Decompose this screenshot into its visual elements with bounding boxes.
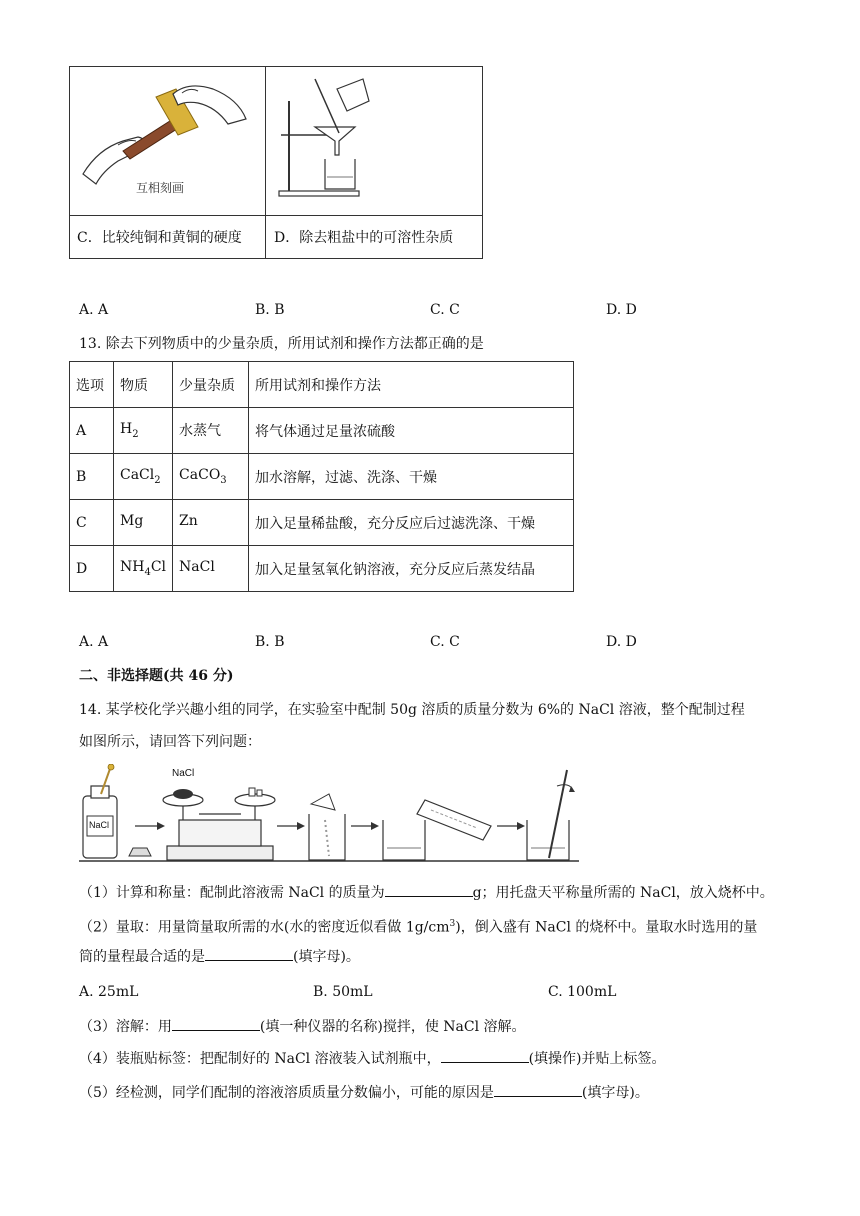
q14-stem-line1: 14. 某学校化学兴趣小组的同学，在实验室中配制 50g 溶质的质量分数为 6%的 NaCl 溶液，整个配制过程 — [79, 702, 745, 718]
q13-cell-method: 加水溶解，过滤、洗涤、干燥 — [249, 454, 574, 500]
q13-cell-substance: $NH_4Cl$ — [114, 546, 173, 592]
q14-part3: （3）溶解：用 (填一种仪器的名称)搅拌，使 NaCl 溶解。 — [79, 1016, 526, 1037]
q12-option-c[interactable]: C. C — [430, 302, 460, 318]
q13-cell-method: 加入足量稀盐酸，充分反应后过滤洗涤、干燥 — [249, 500, 574, 546]
table-row — [70, 546, 574, 592]
scratch-caption: 互相刻画 — [136, 181, 185, 195]
q13-header-substance: 物质 — [114, 362, 173, 408]
q14-stem-line2: 如图所示，请回答下列问题： — [79, 734, 261, 750]
q13-header-method: 所用试剂和操作方法 — [249, 362, 574, 408]
q14-part4: （4）装瓶贴标签：把配制好的 NaCl 溶液装入试剂瓶中， (填操作)并贴上标签。 — [79, 1048, 666, 1069]
q14-option-a[interactable]: A. 25mL — [79, 984, 139, 1000]
answer-blank-3[interactable] — [172, 1016, 260, 1031]
q13-cell-substance: $H_2$ — [114, 408, 173, 454]
q12-table — [69, 66, 483, 259]
table-row — [70, 408, 574, 454]
q12-option-d[interactable]: D. D — [606, 302, 637, 318]
table-row — [70, 500, 574, 546]
answer-blank-1[interactable] — [385, 882, 473, 897]
solution-preparation-figure — [79, 764, 579, 864]
q14-part5: （5）经检测，同学们配制的溶液溶质质量分数偏小，可能的原因是 (填字母)。 — [79, 1082, 649, 1103]
q12-option-a[interactable]: A. A — [79, 302, 109, 318]
figure-label-nacl-top: NaCl — [172, 768, 195, 779]
q13-cell-impurity: Zn — [173, 500, 249, 546]
q12-option-b[interactable]: B. B — [255, 302, 285, 318]
answer-blank-2[interactable] — [205, 946, 293, 961]
q13-cell-impurity: CaCO$_3$ — [173, 454, 249, 500]
cell-d-label: D．除去粗盐中的可溶性杂质 — [274, 230, 454, 246]
answer-blank-5[interactable] — [494, 1082, 582, 1097]
scratch-hardness-illustration — [78, 79, 248, 189]
answer-blank-4[interactable] — [441, 1048, 529, 1063]
q13-cell-substance: Mg — [114, 500, 173, 546]
q14-option-b[interactable]: B. 50mL — [313, 984, 373, 1000]
q13-cell-impurity: 水蒸气 — [173, 408, 249, 454]
q13-cell-substance: CaCl$_2$ — [114, 454, 173, 500]
q13-cell-method: 将气体通过足量浓硫酸 — [249, 408, 574, 454]
q13-header-impurity: 少量杂质 — [173, 362, 249, 408]
q13-cell-method: 加入足量氢氧化钠溶液，充分反应后蒸发结晶 — [249, 546, 574, 592]
q13-option-b[interactable]: B. B — [255, 634, 285, 650]
q13-stem: 13. 除去下列物质中的少量杂质，所用试剂和操作方法都正确的是 — [79, 336, 484, 352]
q13-cell-option: D — [70, 546, 114, 592]
q14-part2-line1: （2）量取：用量筒量取所需的水(水的密度近似看做 $1g/cm^3$)，倒入盛有 NaCl 的烧杯中。量取水时选用的量 — [79, 919, 758, 936]
q13-header-option: 选项 — [70, 362, 114, 408]
q13-option-a[interactable]: A. A — [79, 634, 109, 650]
q14-part2-line2: 筒的量程最合适的是 (填字母)。 — [79, 946, 360, 967]
q13-cell-impurity: NaCl — [173, 546, 249, 592]
q13-cell-option: C — [70, 500, 114, 546]
q13-table — [69, 361, 574, 592]
table-row — [70, 454, 574, 500]
q13-cell-option: B — [70, 454, 114, 500]
filtration-apparatus-illustration — [275, 73, 370, 203]
q13-cell-option: A — [70, 408, 114, 454]
q13-option-d[interactable]: D. D — [606, 634, 637, 650]
q14-option-c[interactable]: C. 100mL — [548, 984, 617, 1000]
figure-label-bottle: NaCl — [89, 820, 110, 830]
section-heading: 二、非选择题(共 46 分) — [79, 668, 234, 684]
q14-part1: （1）计算和称量：配制此溶液需 NaCl 的质量为 g；用托盘天平称量所需的 NaCl，放入烧杯中。 — [79, 882, 774, 903]
cell-c-label: C．比较纯铜和黄铜的硬度 — [77, 230, 242, 246]
q13-option-c[interactable]: C. C — [430, 634, 460, 650]
